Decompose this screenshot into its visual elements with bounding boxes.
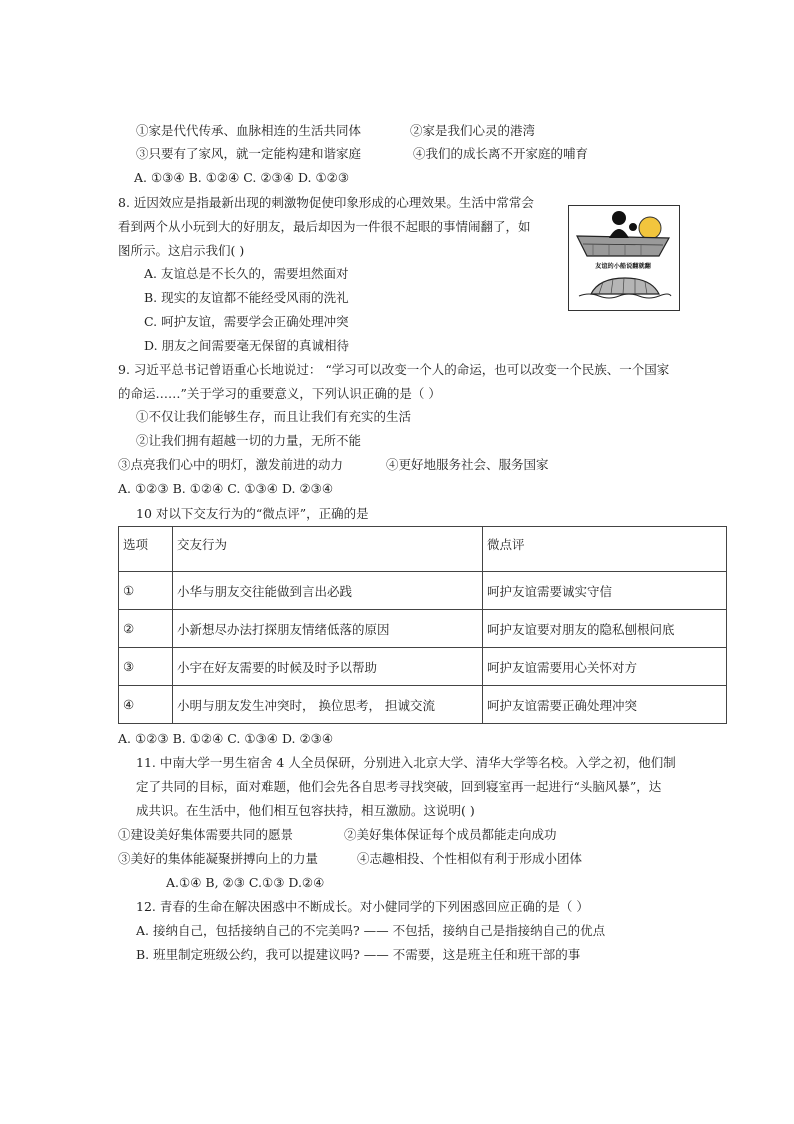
q9-stem-line-2: 的命运……”关于学习的重要意义，下列认识正确的是（ ） — [118, 386, 441, 401]
table-header-cell: 交友行为 — [173, 527, 483, 572]
q11-option-3: ③美好的集体能凝聚拼搏向上的力量 — [118, 851, 319, 866]
q10-stem: 10 对以下交友行为的“微点评”，正确的是 — [136, 506, 369, 521]
q10-choices: A. ①②③ B. ①②④ C. ①③④ D. ②③④ — [118, 731, 334, 746]
q7-option-3: ③只要有了家风，就一定能构建和谐家庭 — [136, 146, 362, 161]
q7-option-4: ④我们的成长离不开家庭的哺育 — [413, 146, 589, 161]
q10-options-table — [118, 526, 727, 724]
table-cell: 小华与朋友交往能做到言出必践 — [173, 572, 483, 610]
q11-stem-line-2: 定了共同的目标，面对难题，他们会先各自思考寻找突破，回到寝室再一起进行“头脑风暴”，达 — [136, 779, 662, 794]
table-cell: 呵护友谊要对朋友的隐私刨根问底 — [483, 610, 727, 648]
q9-option-2: ②让我们拥有超越一切的力量，无所不能 — [136, 433, 362, 448]
q7-option-1: ①家是代代传承、血脉相连的生活共同体 — [136, 123, 362, 138]
table-cell: 小宇在好友需要的时候及时予以帮助 — [173, 648, 483, 686]
q8-option-c: C. 呵护友谊，需要学会正确处理冲突 — [144, 314, 349, 329]
q11-option-2: ②美好集体保证每个成员都能走向成功 — [344, 827, 557, 842]
q7-option-2: ②家是我们心灵的港湾 — [410, 123, 536, 138]
table-cell: 小明与朋友发生冲突时， 换位思考， 担诚交流 — [173, 686, 483, 724]
q11-option-1: ①建设美好集体需要共同的愿景 — [118, 827, 294, 842]
q8-stem-line-1: 8. 近因效应是指最新出现的刺激物促使印象形成的心理效果。生活中常常会 — [118, 195, 534, 210]
table-cell: ③ — [119, 648, 173, 686]
table-header-cell: 选项 — [119, 527, 173, 572]
table-row — [119, 610, 727, 648]
friendship-boat-cartoon — [568, 205, 680, 311]
q9-option-4: ④更好地服务社会、服务国家 — [386, 457, 549, 472]
q12-option-a: A. 接纳自己，包括接纳自己的不完美吗? —— 不包括，接纳自己是指接纳自己的优点 — [136, 923, 606, 938]
q7-choices: A. ①③④ B. ①②④ C. ②③④ D. ①②③ — [134, 170, 350, 185]
table-cell: ② — [119, 610, 173, 648]
q11-stem-line-3: 成共识。在生活中，他们相互包容扶持，相互激励。这说明( ) — [136, 803, 475, 818]
table-cell: 呵护友谊需要正确处理冲突 — [483, 686, 727, 724]
q9-stem-line-1: 9. 习近平总书记曾语重心长地说过： “学习可以改变一个人的命运，也可以改变一个民族、一个国家 — [118, 362, 670, 377]
q8-option-d: D. 朋友之间需要毫无保留的真诚相待 — [144, 338, 350, 353]
q9-option-3: ③点亮我们心中的明灯，激发前进的动力 — [118, 457, 344, 472]
table-row — [119, 648, 727, 686]
table-cell: ④ — [119, 686, 173, 724]
table-header-row — [119, 527, 727, 572]
q8-option-a: A. 友谊总是不长久的，需要坦然面对 — [144, 266, 349, 281]
q12-option-b: B. 班里制定班级公约，我可以提建议吗? —— 不需要，这是班主任和班干部的事 — [136, 947, 581, 962]
q11-option-4: ④志趣相投、个性相似有利于形成小团体 — [357, 851, 583, 866]
q9-choices: A. ①②③ B. ①②④ C. ①③④ D. ②③④ — [118, 481, 334, 496]
table-row — [119, 686, 727, 724]
q12-stem: 12. 青春的生命在解决困惑中不断成长。对小健同学的下列困惑回应正确的是（ ） — [136, 899, 589, 914]
q8-stem-line-2: 看到两个从小玩到大的好朋友，最后却因为一件很不起眼的事情闹翻了，如 — [118, 219, 531, 234]
q8-option-b: B. 现实的友谊都不能经受风雨的洗礼 — [144, 290, 349, 305]
table-cell: 呵护友谊需要用心关怀对方 — [483, 648, 727, 686]
q11-stem-line-1: 11. 中南大学一男生宿舍 4 人全员保研，分别进入北京大学、清华大学等名校。入学之初，他们制 — [136, 755, 676, 770]
q11-choices: A.①④ B, ②③ C.①③ D.②④ — [166, 875, 325, 890]
q8-stem-line-3: 图所示。这启示我们( ) — [118, 243, 245, 258]
q9-option-1: ①不仅让我们能够生存，而且让我们有充实的生活 — [136, 409, 412, 424]
table-cell: 小新想尽办法打探朋友情绪低落的原因 — [173, 610, 483, 648]
cartoon-caption: 友谊的小船说翻就翻 — [595, 263, 651, 270]
table-header-cell: 微点评 — [483, 527, 727, 572]
table-cell: 呵护友谊需要诚实守信 — [483, 572, 727, 610]
table-row — [119, 572, 727, 610]
table-cell: ① — [119, 572, 173, 610]
